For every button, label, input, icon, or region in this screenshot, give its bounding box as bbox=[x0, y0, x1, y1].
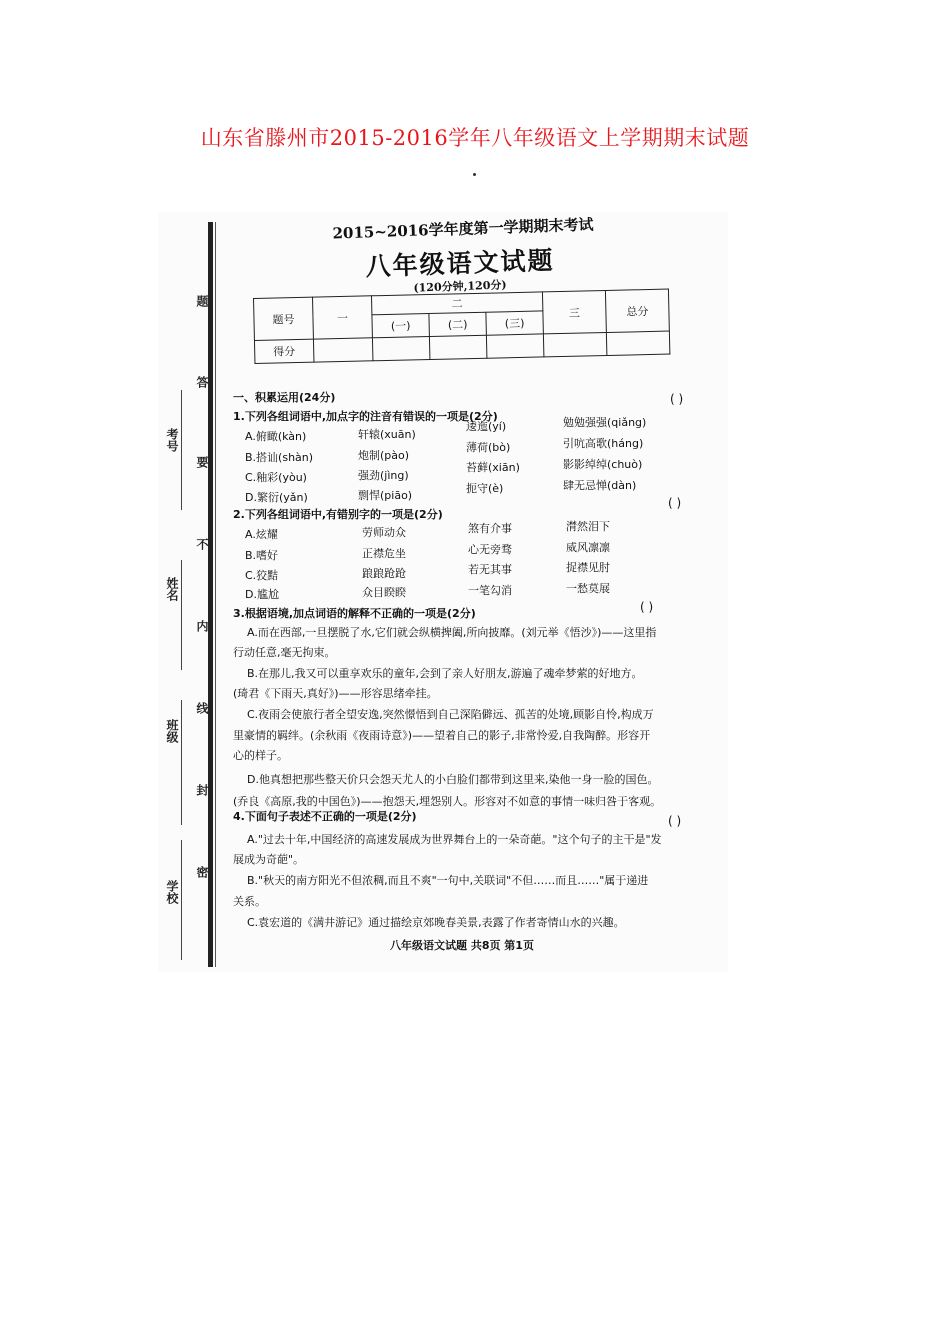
seal-char-6: 线 bbox=[195, 702, 209, 714]
q1-option: 勉勉强强(qiǎng) bbox=[563, 416, 647, 429]
q2-option: C.狡黠 bbox=[245, 569, 279, 582]
q4-line: 展成为奇葩"。 bbox=[233, 853, 305, 866]
q3-stem: 3.根据语境,加点词语的解释不正确的一项是(2分) bbox=[233, 607, 476, 620]
q3-line: C.夜雨会使旅行者全望安逸,突然憬悟到自己深陷僻远、孤苦的处境,顾影自怜,构成万 bbox=[247, 708, 654, 721]
q1-option: 剽悍(piāo) bbox=[358, 489, 413, 502]
q2-option: 心无旁骛 bbox=[468, 543, 512, 556]
q1-answer-paren: ( ) bbox=[670, 392, 684, 406]
exam-title: 八年级语文试题 bbox=[365, 245, 556, 282]
field-school: 学校 bbox=[165, 880, 179, 904]
q2-answer-paren: ( ) bbox=[668, 496, 682, 510]
seal-char-1: 题 bbox=[195, 295, 209, 307]
seal-char-4: 不 bbox=[195, 538, 209, 550]
q4-stem: 4.下面句子表述不正确的一项是(2分) bbox=[233, 810, 417, 823]
seal-char-5: 内 bbox=[195, 620, 209, 632]
q2-option: A.炫耀 bbox=[245, 528, 278, 541]
field-line-exam-number bbox=[181, 390, 182, 510]
score-table-col-one: 一 bbox=[312, 296, 372, 339]
q1-option: 影影绰绰(chuò) bbox=[563, 458, 643, 471]
score-cell bbox=[606, 331, 670, 355]
q2-option: 劳师动众 bbox=[362, 526, 406, 539]
score-table-col-three: 三 bbox=[542, 291, 606, 334]
score-table bbox=[253, 289, 670, 364]
field-line-name bbox=[181, 560, 182, 670]
score-table-sub-2: (二) bbox=[429, 312, 487, 336]
q1-option: 轩辕(xuān) bbox=[358, 428, 416, 441]
binding-line bbox=[208, 222, 213, 967]
q3-line: (琦君《下雨天,真好》)——形容思绪牵挂。 bbox=[233, 687, 438, 700]
q4-line: B."秋天的南方阳光不但浓稠,而且不爽"一句中,关联词"不但……而且……"属于递进 bbox=[247, 874, 649, 887]
field-name: 姓名 bbox=[165, 577, 179, 601]
q2-option: 威风凛凛 bbox=[566, 541, 610, 554]
dot-mark bbox=[473, 173, 476, 176]
field-class: 班级 bbox=[165, 719, 179, 743]
q1-option: A.俯瞰(kàn) bbox=[245, 430, 307, 443]
q2-option: 众目睽睽 bbox=[362, 586, 406, 599]
document-title: 山东省滕州市2015-2016学年八年级语文上学期期末试题 bbox=[200, 126, 750, 150]
q1-option: 扼守(è) bbox=[466, 482, 504, 495]
q3-line: 心的样子。 bbox=[233, 749, 288, 762]
field-line-school bbox=[181, 840, 182, 960]
score-cell bbox=[313, 338, 373, 362]
q2-option: 煞有介事 bbox=[468, 522, 512, 535]
seal-char-2: 答 bbox=[195, 376, 209, 388]
exam-subtitle: (120分钟,120分) bbox=[413, 278, 507, 295]
q1-option: 逶迤(yí) bbox=[466, 420, 507, 433]
score-table-sub-3: (三) bbox=[486, 311, 544, 335]
q2-option: 潸然泪下 bbox=[566, 520, 610, 533]
field-line-class bbox=[181, 700, 182, 825]
q1-option: D.繁衍(yǎn) bbox=[245, 491, 308, 504]
q4-line: 关系。 bbox=[233, 895, 266, 908]
binding-line-thin bbox=[215, 222, 216, 967]
score-table-sub-1: (一) bbox=[372, 314, 430, 338]
q1-option: C.釉彩(yòu) bbox=[245, 471, 307, 484]
score-cell bbox=[372, 337, 430, 361]
score-table-label-number: 题号 bbox=[254, 297, 314, 340]
section-heading: 一、积累运用(24分) bbox=[233, 391, 336, 404]
score-cell bbox=[486, 334, 544, 358]
q2-option: B.嗜好 bbox=[245, 549, 279, 562]
score-table-col-two: 二 bbox=[371, 292, 542, 315]
q4-line: A."过去十年,中国经济的高速发展成为世界舞台上的一朵奇葩。"这个句子的主干是"发 bbox=[247, 833, 662, 846]
score-table-col-total: 总分 bbox=[605, 289, 669, 332]
q3-line: (乔良《高原,我的中国色》)——抱怨天,埋怨别人。形容对不如意的事情一味归咎于客观。 bbox=[233, 795, 662, 808]
q3-line: D.他真想把那些整天价只会怨天尤人的小白脸们都带到这里来,染他一身一脸的国色。 bbox=[247, 773, 659, 786]
q1-option: 强劲(jìng) bbox=[358, 469, 409, 482]
q3-line: B.在那儿,我又可以重享欢乐的童年,会到了亲人好朋友,游遍了魂牵梦萦的好地方。 bbox=[247, 667, 643, 680]
q2-stem: 2.下列各组词语中,有错别字的一项是(2分) bbox=[233, 508, 443, 521]
q3-line: A.而在西部,一旦摆脱了水,它们就会纵横捭阖,所向披靡。(刘元举《悟沙》)——这里指 bbox=[247, 626, 657, 639]
q2-option: 若无其事 bbox=[468, 563, 512, 576]
q1-option: 肆无忌惮(dàn) bbox=[563, 479, 637, 492]
score-cell bbox=[429, 335, 487, 359]
q1-option: 引吭高歌(háng) bbox=[563, 437, 644, 450]
seal-char-7: 封 bbox=[195, 784, 209, 796]
q3-line: 行动任意,毫无拘束。 bbox=[233, 646, 336, 659]
q1-stem: 1.下列各组词语中,加点字的注音有错误的一项是(2分) bbox=[233, 410, 498, 423]
seal-char-3: 要 bbox=[195, 456, 209, 468]
q1-option: 薄荷(bò) bbox=[466, 441, 511, 454]
q1-option: 炮制(pào) bbox=[358, 449, 410, 462]
q2-option: 踉踉跄跄 bbox=[362, 567, 406, 580]
field-exam-number: 考号 bbox=[165, 428, 179, 452]
q2-option: 正襟危坐 bbox=[362, 547, 406, 560]
q2-option: 捉襟见肘 bbox=[566, 561, 610, 574]
q4-answer-paren: ( ) bbox=[668, 814, 682, 828]
score-table-label-score: 得分 bbox=[254, 339, 314, 363]
q2-option: 一愁莫展 bbox=[566, 582, 610, 595]
q2-option: D.尴尬 bbox=[245, 588, 279, 601]
q4-line: C.袁宏道的《满井游记》通过描绘京郊晚春美景,表露了作者寄情山水的兴趣。 bbox=[247, 916, 625, 929]
seal-char-8: 密 bbox=[195, 866, 209, 878]
page-footer: 八年级语文试题 共8页 第1页 bbox=[390, 939, 534, 952]
q2-option: 一笔勾消 bbox=[468, 584, 512, 597]
score-cell bbox=[543, 332, 607, 356]
q1-option: B.搭讪(shàn) bbox=[245, 451, 314, 464]
q1-option: 苔藓(xiān) bbox=[466, 461, 520, 474]
q3-answer-paren: ( ) bbox=[640, 600, 654, 614]
q3-line: 里豪情的羁绊。(余秋雨《夜雨诗意》)——望着自己的影子,非常怜爱,自我陶醉。形容开 bbox=[233, 729, 651, 742]
exam-header: 2015~2016学年度第一学期期末考试 bbox=[332, 215, 594, 243]
